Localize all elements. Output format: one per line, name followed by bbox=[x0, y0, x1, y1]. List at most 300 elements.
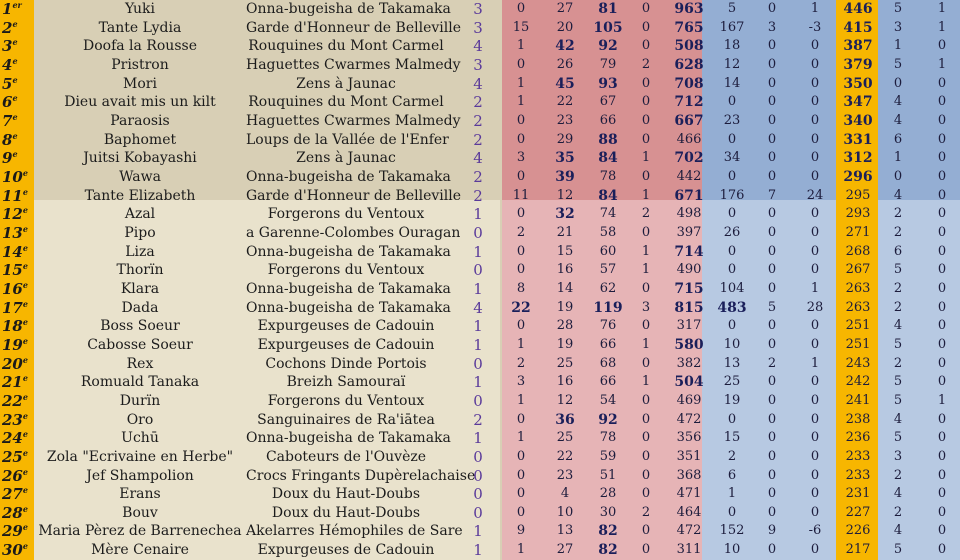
table-row[interactable] bbox=[0, 336, 960, 354]
stat-cell: 45 bbox=[555, 75, 575, 92]
stat-cell: 24 bbox=[806, 187, 824, 203]
score-cell: 379 bbox=[843, 56, 873, 73]
stat-cell: 464 bbox=[676, 504, 702, 520]
stat-cell: 82 bbox=[598, 523, 618, 540]
stat-cell: 104 bbox=[719, 280, 745, 296]
stat-cell: 0 bbox=[767, 486, 777, 502]
team-name: Forgerons du Ventoux bbox=[267, 262, 425, 279]
stat-cell: 0 bbox=[937, 112, 947, 128]
stat-cell: 628 bbox=[674, 56, 704, 73]
stat-cell: 88 bbox=[598, 131, 618, 148]
rank-cell bbox=[0, 187, 36, 205]
stat-cell: 0 bbox=[641, 318, 651, 334]
stat-cell: 0 bbox=[641, 168, 651, 184]
stat-cell: 29 bbox=[556, 131, 574, 147]
stat-cell: 0 bbox=[727, 206, 737, 222]
stat-cell: 0 bbox=[767, 542, 777, 558]
stat-cell: 0 bbox=[937, 150, 947, 166]
team-name: Caboteurs de l'Ouvèze bbox=[265, 448, 427, 465]
stat-cell: 0 bbox=[893, 75, 903, 91]
score-cell: 331 bbox=[843, 131, 873, 148]
stat-cell: 1 bbox=[516, 94, 526, 110]
stat-cell: 4 bbox=[893, 318, 903, 334]
stat-cell: 708 bbox=[674, 75, 704, 92]
stat-cell: 2 bbox=[641, 504, 651, 520]
level-cell: 2 bbox=[473, 410, 483, 429]
rank-suffix: e bbox=[22, 167, 28, 178]
stat-cell: 7 bbox=[767, 187, 777, 203]
rank-suffix: e bbox=[12, 149, 18, 160]
stat-cell: 1 bbox=[937, 19, 947, 35]
table-row[interactable] bbox=[0, 429, 960, 447]
stat-cell: 84 bbox=[598, 187, 618, 204]
player-name: Paraosis bbox=[110, 112, 170, 129]
score-cell: 295 bbox=[845, 187, 871, 203]
rank-suffix: e bbox=[22, 447, 28, 458]
rank-suffix: e bbox=[22, 335, 28, 346]
stat-cell: 10 bbox=[723, 336, 741, 352]
score-cell: 242 bbox=[845, 374, 871, 390]
stat-cell: 10 bbox=[723, 542, 741, 558]
stat-cell: 25 bbox=[556, 430, 574, 446]
stat-cell: 23 bbox=[723, 112, 741, 128]
player-name: Durïn bbox=[119, 392, 161, 409]
rank-suffix: e bbox=[22, 391, 28, 402]
stat-cell: 0 bbox=[937, 38, 947, 54]
rank-cell bbox=[0, 19, 36, 37]
stat-cell: 0 bbox=[767, 411, 777, 427]
stat-cell: 6 bbox=[893, 243, 903, 259]
rank-number: 22 bbox=[2, 391, 23, 410]
stat-cell: 1 bbox=[727, 486, 737, 502]
stat-cell: 60 bbox=[599, 243, 617, 259]
rank-suffix: e bbox=[12, 18, 18, 29]
stat-cell: 93 bbox=[598, 75, 618, 92]
rank-cell bbox=[0, 261, 36, 279]
stat-cell: 0 bbox=[937, 280, 947, 296]
rank-number: 8 bbox=[2, 130, 13, 149]
stat-cell: 0 bbox=[937, 411, 947, 427]
stat-cell: 0 bbox=[810, 243, 820, 259]
table-row[interactable] bbox=[0, 317, 960, 335]
rank-number: 1 bbox=[2, 0, 13, 18]
stat-cell: 472 bbox=[676, 411, 702, 427]
stat-cell: 34 bbox=[723, 150, 741, 166]
table-row[interactable] bbox=[0, 448, 960, 466]
stat-cell: 25 bbox=[556, 355, 574, 371]
level-cell: 2 bbox=[473, 130, 483, 149]
stat-cell: 0 bbox=[937, 94, 947, 110]
stat-cell: 14 bbox=[556, 280, 574, 296]
stat-cell: 2 bbox=[893, 467, 903, 483]
stat-cell: 0 bbox=[810, 38, 820, 54]
rank-cell bbox=[0, 149, 36, 167]
stat-cell: 92 bbox=[598, 38, 618, 55]
stat-cell: 28 bbox=[599, 486, 617, 502]
stat-cell: 0 bbox=[767, 206, 777, 222]
player-name: Baphomet bbox=[103, 131, 177, 148]
team-name: Onna-bugeisha de Takamaka bbox=[246, 280, 451, 297]
stat-cell: 74 bbox=[599, 206, 617, 222]
player-name: Doofa la Rousse bbox=[83, 38, 197, 55]
stat-cell: 0 bbox=[641, 467, 651, 483]
stat-cell: 0 bbox=[937, 336, 947, 352]
stat-cell: 0 bbox=[516, 467, 526, 483]
table-row[interactable] bbox=[0, 522, 960, 540]
stat-cell: 10 bbox=[556, 504, 574, 520]
stat-cell: 0 bbox=[641, 131, 651, 147]
score-cell: 268 bbox=[845, 243, 871, 259]
stat-cell: 22 bbox=[556, 94, 574, 110]
rank-suffix: e bbox=[22, 466, 28, 477]
stat-cell: 81 bbox=[598, 1, 618, 17]
stat-cell: 0 bbox=[641, 486, 651, 502]
stat-cell: 0 bbox=[727, 318, 737, 334]
rank-number: 24 bbox=[2, 429, 23, 448]
stat-cell: 2 bbox=[767, 355, 777, 371]
rank-cell bbox=[0, 392, 36, 410]
team-name: Onna-bugeisha de Takamaka bbox=[246, 1, 451, 17]
score-cell: 271 bbox=[845, 224, 871, 240]
rank-number: 25 bbox=[2, 447, 23, 466]
score-cell: 415 bbox=[843, 19, 873, 36]
table-row[interactable] bbox=[0, 75, 960, 93]
team-name: Zens à Jaunac bbox=[296, 75, 396, 92]
stat-cell: 0 bbox=[937, 486, 947, 502]
rank-cell bbox=[0, 224, 36, 242]
rank-cell bbox=[0, 317, 36, 335]
rank-cell bbox=[0, 280, 36, 298]
stat-cell: 0 bbox=[810, 150, 820, 166]
stat-cell: 580 bbox=[674, 336, 704, 353]
stat-cell: 0 bbox=[727, 131, 737, 147]
stat-cell: 0 bbox=[810, 206, 820, 222]
stat-cell: 0 bbox=[937, 262, 947, 278]
score-cell: 251 bbox=[845, 318, 871, 334]
stat-cell: 9 bbox=[767, 523, 777, 539]
stat-cell: 0 bbox=[937, 243, 947, 259]
stat-cell: 815 bbox=[674, 299, 704, 316]
stat-cell: 26 bbox=[723, 224, 741, 240]
table-row[interactable] bbox=[0, 280, 960, 298]
stat-cell: 0 bbox=[937, 224, 947, 240]
stat-cell: 1 bbox=[810, 280, 820, 296]
rank-cell bbox=[0, 243, 36, 261]
table-row[interactable] bbox=[0, 224, 960, 242]
rank-cell bbox=[0, 168, 36, 186]
stat-cell: 0 bbox=[516, 243, 526, 259]
stat-cell: 3 bbox=[767, 19, 777, 35]
rank-suffix: e bbox=[22, 354, 28, 365]
rank-suffix: e bbox=[22, 429, 28, 440]
stat-cell: 9 bbox=[516, 523, 526, 539]
stat-cell: 1 bbox=[641, 262, 651, 278]
team-name: Zens à Jaunac bbox=[296, 150, 396, 167]
player-name: Dieu avait mis un kilt bbox=[64, 94, 216, 111]
stat-cell: 0 bbox=[516, 56, 526, 72]
stat-cell: 0 bbox=[810, 75, 820, 91]
stat-cell: 4 bbox=[893, 187, 903, 203]
table-row[interactable] bbox=[0, 392, 960, 410]
rank-number: 16 bbox=[2, 279, 23, 298]
rank-suffix: e bbox=[22, 373, 28, 384]
stat-cell: 13 bbox=[556, 523, 574, 539]
rank-number: 19 bbox=[2, 335, 23, 354]
stat-cell: 0 bbox=[810, 131, 820, 147]
player-name: Mori bbox=[123, 75, 157, 92]
rank-number: 10 bbox=[2, 167, 23, 186]
player-name: Juitsi Kobayashi bbox=[83, 150, 197, 167]
stat-cell: 84 bbox=[598, 150, 618, 167]
rank-suffix: e bbox=[12, 130, 18, 141]
stat-cell: 1 bbox=[937, 392, 947, 408]
stat-cell: 715 bbox=[674, 280, 704, 297]
score-cell: 347 bbox=[843, 94, 873, 111]
stat-cell: 0 bbox=[516, 206, 526, 222]
stat-cell: 4 bbox=[893, 523, 903, 539]
stat-cell: 0 bbox=[516, 262, 526, 278]
stat-cell: 22 bbox=[511, 299, 531, 316]
stat-cell: 483 bbox=[717, 299, 747, 316]
player-name: Boss Soeur bbox=[100, 318, 180, 335]
table-row[interactable] bbox=[0, 261, 960, 279]
stat-cell: 963 bbox=[674, 1, 704, 17]
table-row[interactable] bbox=[0, 19, 960, 37]
stat-cell: 119 bbox=[593, 299, 623, 316]
stat-cell: 0 bbox=[727, 411, 737, 427]
stat-cell: 23 bbox=[556, 467, 574, 483]
stat-cell: 30 bbox=[599, 504, 617, 520]
stat-cell: 0 bbox=[767, 94, 777, 110]
rank-suffix: e bbox=[12, 74, 18, 85]
stat-cell: 0 bbox=[767, 262, 777, 278]
rank-cell bbox=[0, 93, 36, 111]
stat-cell: 0 bbox=[810, 56, 820, 72]
stat-cell: 0 bbox=[767, 392, 777, 408]
level-cell: 1 bbox=[473, 429, 483, 448]
table-row[interactable] bbox=[0, 187, 960, 205]
rank-cell bbox=[0, 336, 36, 354]
stat-cell: 12 bbox=[556, 187, 574, 203]
rank-suffix: e bbox=[12, 111, 18, 122]
table-row[interactable] bbox=[0, 299, 960, 317]
rank-number: 26 bbox=[2, 466, 23, 485]
level-cell: 4 bbox=[473, 298, 483, 317]
stat-cell: 12 bbox=[556, 392, 574, 408]
stat-cell: 0 bbox=[937, 355, 947, 371]
stat-cell: 1 bbox=[516, 38, 526, 54]
team-name: Onna-bugeisha de Takamaka bbox=[246, 430, 451, 447]
rank-cell bbox=[0, 0, 36, 18]
table-row[interactable] bbox=[0, 168, 960, 186]
score-cell: 263 bbox=[845, 299, 871, 315]
level-cell: 1 bbox=[473, 317, 483, 336]
stat-cell: 2 bbox=[893, 504, 903, 520]
stat-cell: 3 bbox=[893, 448, 903, 464]
stat-cell: 66 bbox=[599, 336, 617, 352]
player-name: Klara bbox=[120, 280, 160, 297]
stat-cell: 0 bbox=[767, 131, 777, 147]
stat-cell: 0 bbox=[641, 94, 651, 110]
score-cell: 241 bbox=[845, 392, 871, 408]
table-row[interactable] bbox=[0, 205, 960, 223]
table-row[interactable] bbox=[0, 485, 960, 503]
team-name: Rouquines du Mont Carmel bbox=[248, 94, 444, 111]
stat-cell: 2 bbox=[893, 224, 903, 240]
stat-cell: 2 bbox=[727, 448, 737, 464]
score-cell: 312 bbox=[843, 150, 873, 167]
stat-cell: 0 bbox=[937, 168, 947, 184]
stat-cell: 78 bbox=[599, 168, 617, 184]
rank-cell bbox=[0, 467, 36, 485]
stat-cell: 1 bbox=[641, 336, 651, 352]
stat-cell: 1 bbox=[937, 56, 947, 72]
stat-cell: 6 bbox=[727, 467, 737, 483]
stat-cell: 0 bbox=[810, 486, 820, 502]
rank-number: 30 bbox=[2, 541, 23, 560]
stat-cell: 15 bbox=[556, 243, 574, 259]
table-row[interactable] bbox=[0, 149, 960, 167]
stat-cell: 0 bbox=[727, 504, 737, 520]
team-name: Haguettes Cwarmes Malmedy bbox=[246, 56, 461, 73]
score-cell: 293 bbox=[845, 206, 871, 222]
stat-cell: 15 bbox=[512, 19, 530, 35]
stat-cell: 469 bbox=[676, 392, 702, 408]
player-name: Pristron bbox=[111, 56, 169, 73]
score-cell: 340 bbox=[843, 112, 873, 129]
stat-cell: 22 bbox=[556, 448, 574, 464]
stat-cell: 14 bbox=[723, 75, 741, 91]
rank-suffix: e bbox=[22, 205, 28, 216]
player-name: Oro bbox=[126, 411, 154, 428]
stat-cell: 2 bbox=[641, 56, 651, 72]
stat-cell: 39 bbox=[555, 168, 575, 185]
stat-cell: 0 bbox=[767, 38, 777, 54]
rank-cell bbox=[0, 75, 36, 93]
team-name: Forgerons du Ventoux bbox=[267, 206, 425, 223]
rank-number: 27 bbox=[2, 485, 23, 504]
player-name: Bouv bbox=[122, 504, 158, 521]
rank-number: 23 bbox=[2, 410, 23, 429]
rank-suffix: e bbox=[12, 37, 18, 48]
table-row[interactable] bbox=[0, 541, 960, 559]
stat-cell: 472 bbox=[676, 523, 702, 539]
table-row[interactable] bbox=[0, 373, 960, 391]
stat-cell: 2 bbox=[893, 355, 903, 371]
level-cell: 0 bbox=[473, 354, 483, 373]
stat-cell: 176 bbox=[719, 187, 745, 203]
stat-cell: 5 bbox=[893, 262, 903, 278]
table-row[interactable] bbox=[0, 56, 960, 74]
stat-cell: 5 bbox=[893, 542, 903, 558]
stat-cell: 3 bbox=[516, 374, 526, 390]
rank-number: 2 bbox=[2, 18, 13, 37]
stat-cell: 19 bbox=[723, 392, 741, 408]
stat-cell: 0 bbox=[516, 1, 526, 16]
rank-number: 21 bbox=[2, 373, 23, 392]
stat-cell: 0 bbox=[893, 168, 903, 184]
table-row[interactable] bbox=[0, 504, 960, 522]
stat-cell: 67 bbox=[599, 94, 617, 110]
table-row[interactable] bbox=[0, 411, 960, 429]
rank-number: 14 bbox=[2, 242, 23, 261]
rank-cell bbox=[0, 504, 36, 522]
stat-cell: 2 bbox=[893, 280, 903, 296]
stat-cell: 1 bbox=[516, 336, 526, 352]
stat-cell: 2 bbox=[516, 224, 526, 240]
stat-cell: 0 bbox=[641, 392, 651, 408]
rank-number: 5 bbox=[2, 74, 13, 93]
level-cell: 3 bbox=[473, 0, 483, 18]
stat-cell: 8 bbox=[516, 280, 526, 296]
stat-cell: 51 bbox=[599, 467, 617, 483]
team-name: Haguettes Cwarmes Malmedy bbox=[246, 112, 461, 129]
score-cell: 231 bbox=[845, 486, 871, 502]
stat-cell: 79 bbox=[599, 56, 617, 72]
rank-suffix: e bbox=[22, 485, 28, 496]
stat-cell: 0 bbox=[810, 504, 820, 520]
stat-cell: 442 bbox=[676, 168, 702, 184]
level-cell: 0 bbox=[473, 391, 483, 410]
table-row[interactable] bbox=[0, 131, 960, 149]
stat-cell: 0 bbox=[641, 280, 651, 296]
stat-cell: 57 bbox=[599, 262, 617, 278]
stat-cell: 0 bbox=[727, 262, 737, 278]
stat-cell: 0 bbox=[937, 187, 947, 203]
score-cell: 243 bbox=[845, 355, 871, 371]
stat-cell: 466 bbox=[676, 131, 702, 147]
table-row[interactable] bbox=[0, 0, 960, 18]
stat-cell: 0 bbox=[727, 243, 737, 259]
stat-cell: 2 bbox=[641, 206, 651, 222]
stat-cell: 0 bbox=[767, 504, 777, 520]
stat-cell: 0 bbox=[810, 224, 820, 240]
stat-cell: 0 bbox=[937, 430, 947, 446]
level-cell: 4 bbox=[473, 74, 483, 93]
player-name: Rex bbox=[126, 355, 154, 372]
table-row[interactable] bbox=[0, 37, 960, 55]
level-cell: 0 bbox=[473, 261, 483, 280]
table-row[interactable] bbox=[0, 243, 960, 261]
stat-cell: 368 bbox=[676, 467, 702, 483]
rank-suffix: e bbox=[22, 522, 28, 533]
team-name: Rouquines du Mont Carmel bbox=[248, 38, 444, 55]
stat-cell: 382 bbox=[676, 355, 702, 371]
table-row[interactable] bbox=[0, 467, 960, 485]
table-row[interactable] bbox=[0, 93, 960, 111]
table-row[interactable] bbox=[0, 355, 960, 373]
stat-cell: 6 bbox=[893, 131, 903, 147]
stat-cell: 0 bbox=[937, 542, 947, 558]
stat-cell: 1 bbox=[893, 150, 903, 166]
player-name: Erans bbox=[119, 486, 161, 503]
team-name: Doux du Haut-Doubs bbox=[271, 504, 421, 521]
stat-cell: 0 bbox=[810, 94, 820, 110]
level-cell: 0 bbox=[473, 466, 483, 485]
stat-cell: 1 bbox=[641, 243, 651, 259]
stat-cell: 76 bbox=[599, 318, 617, 334]
rank-suffix: e bbox=[12, 55, 18, 66]
score-cell: 350 bbox=[843, 75, 873, 92]
player-name: Azal bbox=[124, 206, 156, 223]
stat-cell: 0 bbox=[641, 1, 651, 16]
rank-cell bbox=[0, 429, 36, 447]
team-name: Cochons Dinde Portois bbox=[265, 355, 427, 372]
team-name: Expurgeuses de Cadouin bbox=[257, 318, 435, 335]
stat-cell: 0 bbox=[767, 430, 777, 446]
table-row[interactable] bbox=[0, 112, 960, 130]
stat-cell: 2 bbox=[516, 355, 526, 371]
